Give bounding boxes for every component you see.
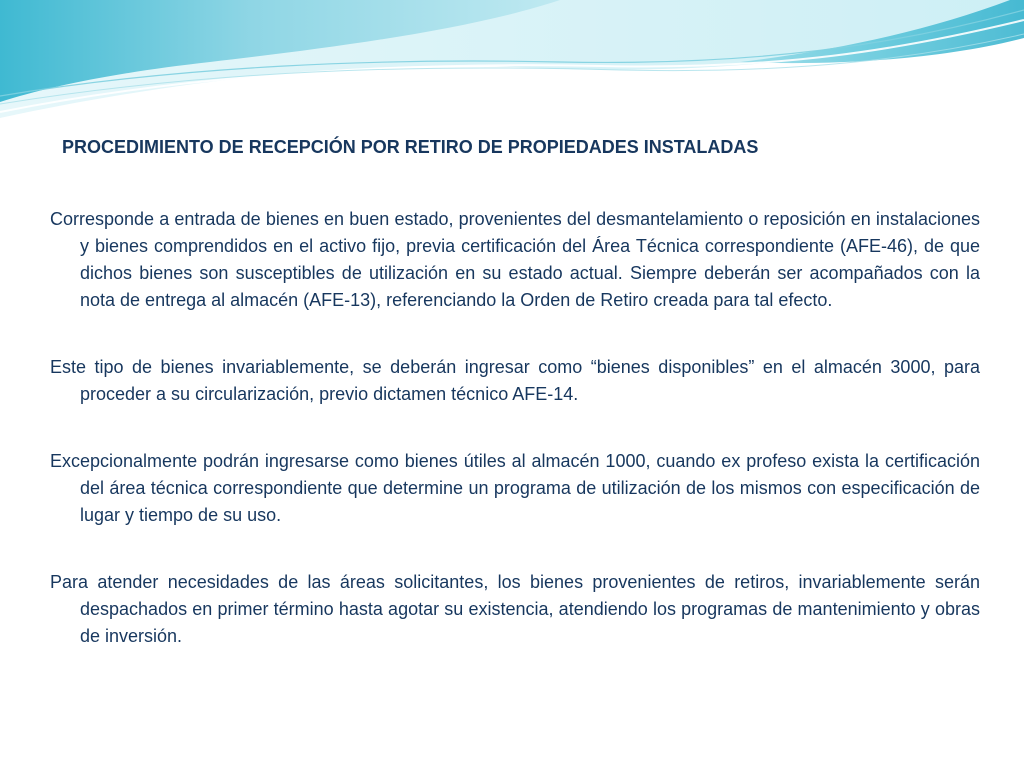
paragraph-1: Corresponde a entrada de bienes en buen estado, provenientes del desmantelamiento o reposición en instalaciones y bienes comprendidos en el activo fijo, previa certificación del Área Técnica correspondiente (AFE-46), de que dichos bienes son susceptibles de utilización en su estado actual. Siempre deberán ser acompañados con la nota de entrega al almacén (AFE-13), referenciando la Orden de Retiro creada para tal efecto. (50, 209, 980, 310)
wave-header-decoration (0, 0, 1024, 130)
paragraph-2: Este tipo de bienes invariablemente, se deberán ingresar como “bienes disponibles” en el almacén 3000, para proceder a su circularización, previo dictamen técnico AFE-14. (50, 357, 980, 404)
paragraph-3: Excepcionalmente podrán ingresarse como bienes útiles al almacén 1000, cuando ex profeso exista la certificación del área técnica correspondiente que determine un programa de utilización de los mismos con especificación de lugar y tiempo de su uso. (50, 451, 980, 525)
paragraph-4: Para atender necesidades de las áreas solicitantes, los bienes provenientes de retiros, invariablemente serán despachados en primer término hasta agotar su existencia, atendiendo los programas de mantenimiento y obras de inversión. (50, 572, 980, 646)
slide-body (50, 206, 980, 690)
slide-title: PROCEDIMIENTO DE RECEPCIÓN POR RETIRO DE PROPIEDADES INSTALADAS (62, 137, 759, 157)
